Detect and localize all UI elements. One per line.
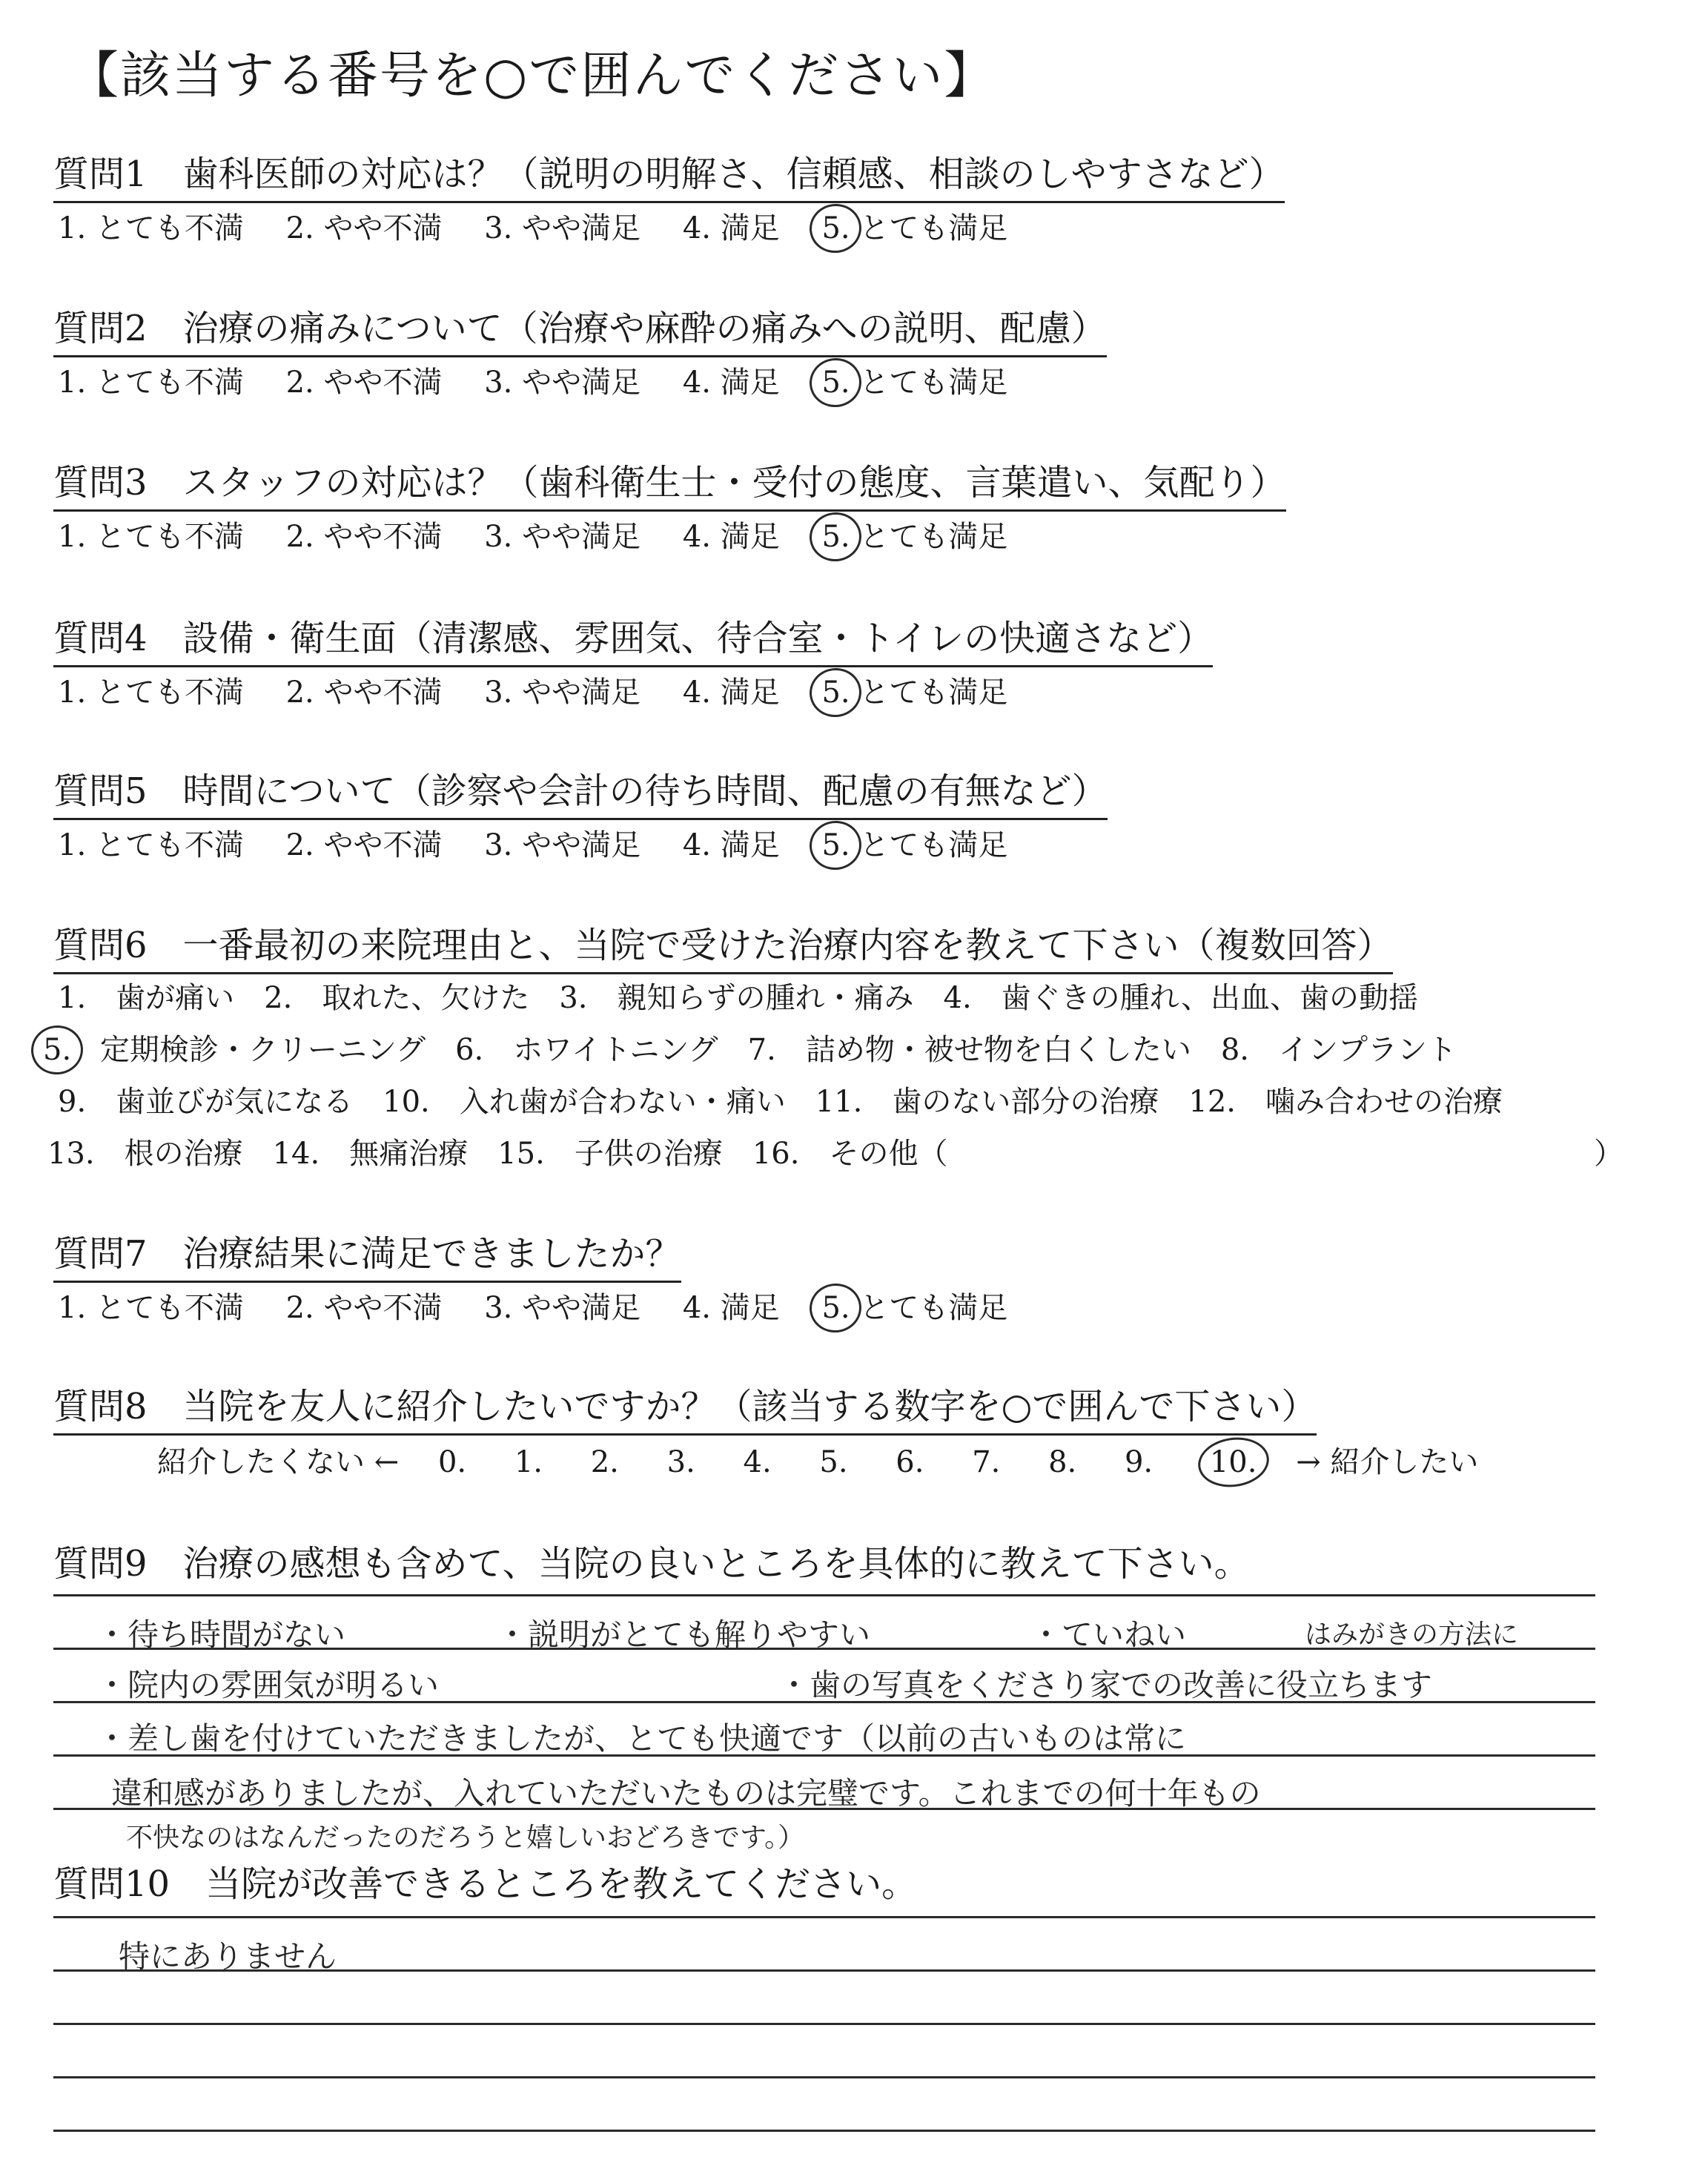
q10-answer-line-3 (53, 2023, 1595, 2025)
q4-option-1-num[interactable]: 1. (58, 676, 87, 710)
q7-option-2-label: やや不満 (323, 1291, 443, 1325)
q8-num-9[interactable]: 9. (1124, 1445, 1153, 1479)
q2-option-4-label: 満足 (720, 366, 780, 400)
q6-option-5-num-circled[interactable]: 5. (43, 1033, 72, 1067)
q5-option-3-label: やや満足 (522, 828, 641, 862)
q7-options (58, 1284, 1007, 1327)
q2-title: 質問2 治療の痛みについて（治療や麻酔の痛みへの説明、配慮） (53, 300, 1107, 357)
q5-option-1-num[interactable]: 1. (58, 828, 87, 862)
q2-option-4-num[interactable]: 4. (682, 366, 711, 400)
q3-option-4-num[interactable]: 4. (682, 520, 711, 554)
q9-answer-line-1 (53, 1594, 1595, 1596)
q5-title: 質問5 時間について（診察や会計の待ち時間、配慮の有無など） (53, 762, 1108, 820)
q7-option-5-label: とても満足 (859, 1291, 1008, 1325)
q1-option-5-num-circled[interactable]: 5. (821, 211, 850, 245)
q3-option-2-num[interactable]: 2. (285, 520, 314, 554)
q5-option-5-num-circled[interactable]: 5. (821, 828, 850, 862)
q6-line-2-text[interactable]: 定期検診・クリーニング 6. ホワイトニング 7. 詰め物・被せ物を白くしたい 8. インプラント (99, 1033, 1457, 1067)
q2-option-2-num[interactable]: 2. (285, 366, 314, 400)
q9-answer-8[interactable]: 違和感がありましたが、入れていただいたものは完璧です。これまでの何十年もの (111, 1775, 1261, 1811)
q8-num-0[interactable]: 0. (437, 1445, 467, 1479)
q1-options (58, 205, 1007, 247)
q3-title: 質問3 スタッフの対応は？（歯科衛生士・受付の態度、言葉遣い、気配り） (53, 454, 1286, 512)
q4-option-2-label: やや不満 (323, 676, 443, 710)
q1-option-2-label: やや不満 (323, 211, 443, 245)
q5-option-4-num[interactable]: 4. (682, 828, 711, 862)
q8-scale (157, 1439, 1478, 1481)
q2-option-5-num-circled[interactable]: 5. (821, 366, 850, 400)
q6-line-2 (43, 1026, 1457, 1069)
q2-option-3-label: やや満足 (522, 366, 641, 400)
q7-option-4-num[interactable]: 4. (682, 1291, 711, 1325)
q4-option-4-label: 満足 (720, 676, 780, 710)
q5-option-3-num[interactable]: 3. (484, 828, 513, 862)
q7-option-5-num-circled[interactable]: 5. (821, 1291, 850, 1325)
q4-option-1-label: とても不満 (95, 676, 244, 710)
q5-option-2-label: やや不満 (323, 828, 443, 862)
q10-answer-line-1 (53, 1916, 1595, 1918)
q1-option-3-num[interactable]: 3. (484, 211, 513, 245)
q5-option-1-label: とても不満 (95, 828, 244, 862)
page-header: 【該当する番号を○で囲んでください】 (68, 47, 996, 105)
q3-option-5-label: とても満足 (859, 520, 1008, 554)
q10-answer-line-5 (53, 2130, 1595, 2132)
q5-options (58, 822, 1007, 864)
q3-option-1-label: とても不満 (95, 520, 244, 554)
q5-option-2-num[interactable]: 2. (285, 828, 314, 862)
q2-options (58, 359, 1007, 401)
q8-title: 質問8 当院を友人に紹介したいですか？（該当する数字を○で囲んで下さい） (53, 1378, 1317, 1436)
q4-option-5-num-circled[interactable]: 5. (821, 676, 850, 710)
q8-num-5[interactable]: 5. (819, 1445, 848, 1479)
q8-num-1[interactable]: 1. (514, 1445, 543, 1479)
q2-option-3-num[interactable]: 3. (484, 366, 513, 400)
q1-option-2-num[interactable]: 2. (285, 211, 314, 245)
q4-option-4-num[interactable]: 4. (682, 676, 711, 710)
q2-option-2-label: やや不満 (323, 366, 443, 400)
q8-num-4[interactable]: 4. (743, 1445, 772, 1479)
q9-title: 質問9 治療の感想も含めて、当院の良いところを具体的に教えて下さい。 (53, 1543, 1250, 1585)
q3-option-5-num-circled[interactable]: 5. (821, 520, 850, 554)
q3-option-3-label: やや満足 (522, 520, 641, 554)
q8-num-8[interactable]: 8. (1048, 1445, 1077, 1479)
q4-option-5-label: とても満足 (859, 676, 1008, 710)
q3-option-4-label: 満足 (720, 520, 780, 554)
q2-option-1-label: とても不満 (95, 366, 244, 400)
q6-line-4[interactable]: 13. 根の治療 14. 無痛治療 15. 子供の治療 16. その他（ (47, 1137, 948, 1171)
q7-option-1-label: とても不満 (95, 1291, 244, 1325)
q1-option-4-label: 満足 (720, 211, 780, 245)
q7-option-2-num[interactable]: 2. (285, 1291, 314, 1325)
q9-answer-9[interactable]: 不快なのはなんだったのだろうと嬉しいおどろきです。） (126, 1823, 805, 1853)
q5-option-4-label: 満足 (720, 828, 780, 862)
q9-answer-2[interactable]: ・説明がとても解りやすい (497, 1616, 871, 1653)
q8-num-6[interactable]: 6. (896, 1445, 924, 1479)
q10-answer-1[interactable]: 特にありません (119, 1938, 337, 1975)
q3-option-3-num[interactable]: 3. (484, 520, 513, 554)
q4-title: 質問4 設備・衛生面（清潔感、雰囲気、待合室・トイレの快適さなど） (53, 610, 1213, 667)
q4-option-2-num[interactable]: 2. (285, 676, 314, 710)
q1-option-4-num[interactable]: 4. (682, 211, 711, 245)
q1-title: 質問1 歯科医師の対応は？（説明の明解さ、信頼感、相談のしやすさなど） (53, 145, 1285, 203)
q3-option-1-num[interactable]: 1. (58, 520, 87, 554)
q9-answer-6[interactable]: ・歯の写真をくださり家での改善に役立ちます (778, 1667, 1433, 1703)
q6-title: 質問6 一番最初の来院理由と、当院で受けた治療内容を教えて下さい（複数回答） (53, 916, 1393, 974)
q8-num-10-circled[interactable]: 10. (1209, 1445, 1257, 1479)
q8-num-7[interactable]: 7. (972, 1445, 1001, 1479)
q7-option-3-num[interactable]: 3. (484, 1291, 513, 1325)
q8-left-label: 紹介したくない ← (157, 1445, 400, 1479)
q10-title: 質問10 当院が改善できるところを教えてください。 (53, 1863, 918, 1905)
q1-option-1-num[interactable]: 1. (58, 211, 87, 245)
q3-option-2-label: やや不満 (323, 520, 443, 554)
q6-other-close-paren: ） (1594, 1137, 1623, 1171)
q7-option-3-label: やや満足 (522, 1291, 641, 1325)
q1-option-1-label: とても不満 (95, 211, 244, 245)
q6-line-1[interactable]: 1. 歯が痛い 2. 取れた、欠けた 3. 親知らずの腫れ・痛み 4. 歯ぐきの腫れ、出血、歯の動揺 (58, 981, 1419, 1015)
q8-num-2[interactable]: 2. (590, 1445, 619, 1479)
q8-num-3[interactable]: 3. (666, 1445, 695, 1479)
q4-option-3-num[interactable]: 3. (484, 676, 513, 710)
q3-options (58, 513, 1007, 555)
q7-title: 質問7 治療結果に満足できましたか？ (53, 1225, 681, 1283)
q1-option-5-label: とても満足 (859, 211, 1008, 245)
q2-option-1-num[interactable]: 1. (58, 366, 87, 400)
q9-answer-5[interactable]: ・院内の雰囲気が明るい (96, 1667, 440, 1703)
q9-answer-7[interactable]: ・差し歯を付けていただきましたが、とても快適です（以前の古いものは常に (96, 1720, 1187, 1757)
q9-answer-3[interactable]: ・ていねい (1030, 1616, 1187, 1653)
q9-answer-1[interactable]: ・待ち時間がない (96, 1616, 346, 1653)
q9-answer-4[interactable]: はみがきの方法に (1305, 1619, 1519, 1650)
q2-option-5-label: とても満足 (859, 366, 1008, 400)
q8-right-label: → 紹介したい (1296, 1445, 1479, 1479)
q1-option-3-label: やや満足 (522, 211, 641, 245)
q4-options (58, 669, 1007, 711)
q10-answer-line-4 (53, 2076, 1595, 2078)
q7-option-1-num[interactable]: 1. (58, 1291, 87, 1325)
q6-line-3[interactable]: 9. 歯並びが気になる 10. 入れ歯が合わない・痛い 11. 歯のない部分の治療 12. 噛み合わせの治療 (58, 1085, 1503, 1119)
q4-option-3-label: やや満足 (522, 676, 641, 710)
q5-option-5-label: とても満足 (859, 828, 1008, 862)
q7-option-4-label: 満足 (720, 1291, 780, 1325)
